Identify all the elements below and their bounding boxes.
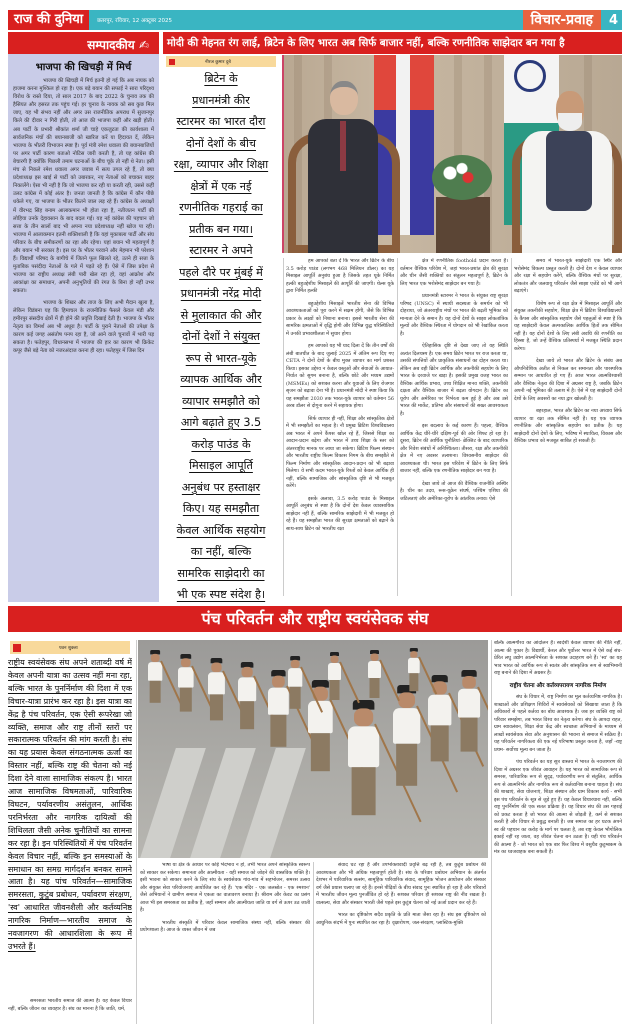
pull-quote-line — [163, 90, 279, 112]
article-paragraph: बहरहाल, भारत और ब्रिटेन का नया अध्याय सिर्फ व्यापार या रक्षा तक सीमित नहीं है। यह एक व्यापक रणनीतिक और सांस्कृतिक सहयोग का प्रतीक है। यह साझेदारी दोनों देशों के लिए, भविष्य में स्थायित्व, विकास और वैश्विक प्रभाव को मजबूत साबित हो सकती है। — [514, 408, 622, 444]
pull-quote-text: पहले दौरे पर मुंबई में — [179, 265, 263, 279]
pull-quote-text: केवल आर्थिक सहयोग — [176, 523, 266, 537]
pull-quote-text: रूप से भारत-यूके — [185, 351, 257, 365]
pull-quote-text: का नहीं, बल्कि — [190, 545, 252, 558]
pull-quote-line — [163, 197, 279, 219]
article-paragraph: बल्कि आत्मगौरव का आंदोलन है। स्वदेशी केवल व्यापार की नीति नहीं, आत्मा की पुकार है। विद्यार्थी, केरल और पूर्वोत्तर भारत में ऐसे कई संघ-प्रेरित लघु उद्योग आत्मनिर्भरता के सशक्त उदाहरण बने हैं। 'स्व' का यह भाव भारत को आर्थिक रूप से स्वतंत्र और सांस्कृतिक रूप से स्वाभिमानी राष्ट्र बनाने की दिशा में अग्रसर है। — [494, 640, 622, 676]
pull-quote-text: भी एक स्पष्ट संदेश है। — [176, 588, 266, 601]
byline-marker-icon — [13, 644, 21, 652]
pull-quote-line — [163, 412, 279, 434]
lead-column-2 — [400, 258, 508, 596]
photo-starmer-modi-meeting — [282, 55, 622, 253]
article-paragraph: भारतीय संस्कृति में परिवार केवल सामाजिक संस्था नहीं, बल्कि संस्कार की प्रयोगशाला है। आज के व्यस्त जीवन में जब — [140, 919, 310, 933]
pull-quote-line — [163, 455, 279, 477]
column-rule — [511, 258, 512, 596]
pull-quote-text: दोनों देशों ने संयुक्त — [182, 330, 260, 343]
byline-author: पवन शुक्ला — [59, 645, 78, 651]
lead-pull-quote — [163, 68, 279, 606]
editorial-section-label — [8, 32, 159, 54]
article-paragraph: देखा जाये तो आज की वैश्विक राजनीति अस्थिर है। चीन का उदय, रूस-यूक्रेन संघर्ष, पश्चिम एशिया की जटिलताएं और अमेरिका-यूरोप के आंतरिक तनाव। ऐसे — [400, 480, 508, 502]
article-paragraph: क्षेत्र में रणनीतिक foothold प्रदान करता है। वर्तमान वैश्विक परिवेश में, जहां भारत-प्रशांत क्षेत्र की सुरक्षा और चीन जैसी शक्तियों का संतुलन महत्वपूर्ण है, ब्रिटेन के लिए भारत एक भरोसेमंद साझेदार बन गया है। — [400, 258, 508, 287]
newspaper-brand: राज की दुनिया — [8, 10, 89, 30]
pen-icon: ✍ — [138, 38, 149, 52]
article-paragraph: भाषा या क्षेत्र के आधार पर कोई भेदभाव न हो, तभी भारत अपने सांस्कृतिक स्वरूप को साकार कर सकेगा। समानता और आत्मीयता - यही समाज को जोड़ने की वास्तविक शक्ति है। इसी भावना को साकार करने के लिए संघ के स्वयंसेवक गांव-गांव में सहभोजन, समरस उत्सव और संयुक्त सेवा परियोजनाएं आयोजित कर रहे हैं। 'एक मंदिर - एक जलस्रोत - एक श्मशान' जैसे अभियानों ने ग्रामीण समाज में एकता का वातावरण बनाया है। श्रीराम और केवट का प्रसंग आज भी इस समरसता का प्रतीक है, जहाँ सम्मान और आत्मीयता जाति या वर्ग से ऊपर उठ जाती है। — [140, 862, 310, 913]
pull-quote-line — [163, 262, 279, 284]
article-paragraph: बहुउद्देशीय मिसाइलें भारतीय सेना की विभिन्न आवश्यकताओं को पूरा करने में सक्षम होंगी, जैसे कि विभिन्न प्रकार के लक्ष्यों को निशाना बनाना। इससे भारतीय सेना की सामरिक क्षमताओं में वृद्धि होगी और विभिन्न युद्ध परिस्थितियों में उनकी प्रभावशीलता में सुधार होगा। — [286, 300, 394, 337]
second-byline — [10, 641, 130, 654]
second-pull-quote — [8, 657, 132, 997]
pull-quote-line — [163, 348, 279, 370]
second-column-1 — [8, 998, 132, 1024]
article-paragraph: देखा जाये तो भारत और ब्रिटेन के संबंध अब औपनिवेशिक अतीत से निकल कर समानता और पारस्परिक सम्मान पर आधारित हो गए हैं। आज भारत आत्मविश्वासी और वैश्विक नेतृत्व की दिशा में अग्रसर राष्ट्र है, जबकि ब्रिटेन अपनी नई भूमिका की तलाश में है। ऐसे में यह साझेदारी दोनों देशों के लिए अवसरों का नया द्वार खोलती है। — [514, 358, 622, 402]
lead-byline — [166, 56, 276, 67]
pull-quote-line — [163, 133, 279, 155]
pull-quote-line — [163, 477, 279, 499]
article-paragraph: हम आपको यह भी याद दिला दें कि तीन वर्षों की लंबी बातचीत के बाद जुलाई 2025 में अंतिम रूप दिए गए CETA ने दोनों देशों के बीच मुक्त व्यापार का मार्ग प्रशस्त किया। इसका उद्देश्य न केवल वस्तुओं और सेवाओं के आयात-निर्यात को सुगम बनाना है, बल्कि छोटे और मध्यम उद्यमों (MSMEs) को सशक्त करना और युवाओं के लिए रोजगार सृजन को बढ़ावा देना भी है। प्रधानमंत्री मोदी ने स्पष्ट किया कि यह समझौता 2030 तक भारत-यूके व्यापार को वर्तमान 56 अरब डॉलर से दोगुना करने में सहायक होगा। — [286, 343, 394, 409]
pull-quote-text: अनुबंध पर हस्ताक्षर — [181, 480, 261, 494]
pull-quote-text: क्षेत्रों में एक नई — [190, 179, 252, 193]
column-rule — [283, 258, 284, 596]
editorial-section-text: सम्पादकीय — [87, 38, 135, 52]
article-paragraph: पंच परिवर्तन का यह सूत्र वास्तव में भारत के नवजागरण की दिशा में अग्रसर एक जीवंत आवाहन है। यह भारत को सामाजिक रूप से समरस, पारिवारिक रूप से सुदृढ़, पर्यावरणीय रूप से संतुलित, आर्थिक रूप से आत्मनिर्भर और नागरिक रूप से कर्तव्यनिष्ठ बनाना चाहता है। संघ की शाखाएं, सेवा योजनाएं, शिक्षा संस्थान और ग्राम विकास कार्य - सभी इस पंच परिवर्तन के सूत्र से जुड़े हुए हैं। यह केवल विचारधारा नहीं, बल्कि राष्ट्र पुनर्निर्माण की एक सतत प्रक्रिया है। यह विचार संघ की उस गहराई को प्रकट करता है जो भारत की आत्मा से जोड़ती है, कर्म से सशक्त करती है और विचार से प्रबुद्ध बनाती है। जब समाज का हर घटक अपने स्व की पहचान का करोड़ के मार्ग पर चलता है, तब राष्ट्र केवल भौगोलिक इकाई नहीं रह जाता, वह जीवंत चेतना बन उठता है। यही पंच परिवर्तन की आत्मा है - जो भारत को एक बार फिर विश्व में वसुधैव कुटुम्बकम के मंत्र का ध्वजवाहक बना सकती है। — [494, 759, 622, 855]
editorial-column — [8, 32, 159, 602]
lathi-stick — [339, 662, 360, 704]
column-rule — [491, 640, 492, 1024]
byline-marker-icon — [169, 59, 175, 65]
masthead — [8, 10, 622, 30]
pull-quote-text: ब्रिटेन के — [204, 72, 238, 85]
pull-quote-text: राष्ट्रीय स्वयंसेवक संघ अपने शताब्दी वर्ष में केवल अपनी यात्रा का उत्सव नहीं मना रहा, बल्कि भारत के पुनर्निर्माण की दिशा में एक विचार-यात्रा प्रारंभ कर रहा है। इस यात्रा का केंद्र है पंच परिवर्तन, एक ऐसी रूपरेखा जो व्यक्ति, समाज और राष्ट्र तीनों स्तरों पर सकारात्मक परिवर्तन की मांग करती है। संघ का यह प्रयास केवल संगठनात्मक ऊर्जा का विस्तार नहीं, बल्कि राष्ट्र की चेतना को नई दिशा देने वाला सामाजिक संकल्प है। भारत आज सामाजिक विषमताओं, पारिवारिक विघटन, पर्यावरणीय असंतुलन, आर्थिक परनिर्भरता और नागरिक दायित्वों की शिथिलता जैसी अनेक चुनौतियों का सामना कर रहा है। इन परिस्थितियों में पंच परिवर्तन केवल विचार नहीं, बल्कि इन समस्याओं के समाधान का समग्र मार्गदर्शन बनकर सामने आता है। यह पांच परिवर्तन—सामाजिक समरसता, कुटुंब प्रबोधन, पर्यावरण संरक्षण, 'स्व' आधारित जीवनशैली और कर्तव्यनिष्ठ नागरिक निर्माण—भारतीय समाज के नवजागरण की आधारशिला के रूप में उभरते हैं। — [8, 658, 132, 951]
article-paragraph: प्रधानमंत्री स्टारमर ने भारत के संयुक्त राष्ट्र सुरक्षा परिषद (UNSC) में स्थायी सदस्यता के समर्थन को भी दोहराया, जो अंतरराष्ट्रीय मंचों पर भारत की बढ़ती भूमिका को मान्यता देने के समान है। यह दोनों देशों के साझा लोकतांत्रिक मूल्यों और वैश्विक स्थिरता में योगदान को भी रेखांकित करता है। — [400, 293, 508, 337]
pull-quote-line — [163, 283, 279, 305]
pull-quote-line — [163, 563, 279, 585]
pull-quote-line — [163, 176, 279, 198]
second-subhead: राष्ट्रीय चेतना और कर्तव्यपरायण नागरिक निर्माण — [509, 682, 607, 689]
article-paragraph: ऐतिहासिक दृष्टि से देखा जाए तो यह स्थिति अत्यंत दिलचस्प है। एक समय ब्रिटेन भारत पर राज करता था, उसकी संपत्तियों और प्राकृतिक संसाधनों का दोहन करता था। लेकिन अब वही ब्रिटेन आर्थिक और तकनीकी सहयोग के लिए भारत के दरवाजे पर खड़ा है। इसकी प्रमुख वजह भारत का वैश्विक आर्थिक प्रभाव, उच्च शिक्षित मानव शक्ति, तकनीकी दक्षता और वैश्विक बाजार में बढ़ता योगदान है। ब्रिटेन का यूरोप और अमेरिका पर निर्भरता कम हुई है और अब उसे भारत की मार्केट, प्रतिभा और संसाधनों की सख्त आवश्यकता है। — [400, 343, 508, 417]
second-column-2 — [140, 862, 310, 1024]
column-rule — [397, 258, 398, 596]
article-paragraph: समरसता भारतीय समाज की आत्मा है। यह केवल विचार नहीं, बल्कि जीवन का व्यवहार है। संघ का मानना है कि जाति, धर्म, — [8, 998, 132, 1012]
pull-quote-text: प्रधानमंत्री कीर — [192, 93, 250, 107]
column-rule — [313, 862, 314, 1024]
article-paragraph: संघ के विचार में, राष्ट्र निर्माण का मूल कर्तव्यनिष्ठ नागरिक है। शाखाओं और प्रशिक्षण शिविरों में स्वयंसेवकों को सिखाया जाता है कि अधिकारों से पहले कर्तव्य का बोध आवश्यक है। जब हर व्यक्ति राष्ट्र को परिवार समझेगा, तब भारत विश्व का नेतृत्व करेगा। संघ के आपदा राहत, ग्राम स्वावलंबन, शिक्षा सेवा केंद्र और स्वच्छता अभियानों के माध्यम से लाखों स्वयंसेवक सेवा और अनुशासन की भावना से समाज में सक्रिय हैं। यह परिवर्तन नागरिकता की एक नई परिभाषा प्रस्तुत करता है, जहाँ -राष्ट्र प्रथम- सर्वोच्च मूल्य बन जाता है। — [494, 694, 622, 753]
pull-quote-text: से मुलाकात की और — [180, 308, 262, 322]
pull-quote-text: व्यापक आर्थिक और — [180, 373, 262, 386]
editorial-paragraph: भाजपा के शिखर और ताज के लिए अभी मैदान खुला है, लेकिन विडंबना यह कि हिमाचल के राजनीतिक फैसले केवल मंडी और हमीरपुर संसदीय क्षेत्रों में ही होने की प्रवृत्ति दिखाई देती है। भाजपा के भीतर नेतृत्व का विमर्श अब भी अधूरा है। पार्टी के पुराने नेताओं की उपेक्षा के कारण कई जगह असंतोष पनप रहा है, जो आने वाले चुनावों में भारी पड़ सकता है। फतेहपुर, विधानसभा में भाजपा की हार का कारण भी क्रिकेट कपूर जैसे बड़े नेता को नजरअंदाज करना ही रहा। फतेहपुर में जिस दिन — [13, 299, 154, 355]
pull-quote-text: प्रधानमंत्री नरेंद्र मोदी — [180, 287, 262, 300]
pull-quote-text: रक्षा, व्यापार और शिक्षा — [173, 158, 269, 171]
article-paragraph: सिर्फ व्यापार ही नहीं, शिक्षा और सांस्कृतिक क्षेत्रों में भी समझौतों का महत्व है। नौ प्रमुख ब्रिटिश विश्वविद्यालय अब भारत में अपने कैंपस खोल रहे हैं, जिससे शिक्षा का आदान-प्रदान बढ़ेगा और भारत में उच्च शिक्षा के स्तर को अंतरराष्ट्रीय मानक पर लाया जा सकेगा। ब्रिटिश फिल्म संस्थान और भारतीय राष्ट्रीय फिल्म विकास निगम के बीच समझौते से फिल्म निर्माण और सांस्कृतिक आदान-प्रदान को भी बढ़ावा मिलेगा। ये सभी कदम भारत-यूके रिश्तों को केवल आर्थिक ही नहीं, बल्कि सामाजिक और सांस्कृतिक दृष्टि से भी मजबूत करेंगे। — [286, 415, 394, 489]
pull-quote-line — [163, 434, 279, 456]
column-rule — [136, 640, 137, 1024]
pull-quote-line — [163, 584, 279, 606]
dateline: छतरपुर, रविवार, 12 अक्टूबर 2025 — [97, 18, 173, 24]
pull-quote-line — [163, 369, 279, 391]
lead-column-1 — [286, 258, 394, 596]
article-paragraph: इस बदलाव के कई कारण हैं। पहला, वैश्विक आर्थिक केंद्र धीरे-धीरे दक्षिण-पूर्व की ओर शिफ्ट हो रहा है। दूसरा, ब्रिटेन की आर्थिक चुनौतियां- ब्रेक्जिट के बाद व्यापारिक और निवेश संबंधों में अनिश्चितता। तीसरा, रक्षा और तकनीकी क्षेत्र में नए अवसर तलाशना। विश्वसनीय साझेदार की आवश्यकता थी। भारत इस परिवेश में ब्रिटेन के लिए सिर्फ बाजार नहीं, बल्कि एक रणनीतिक साझेदार बन गया है। — [400, 423, 508, 474]
article-paragraph: हम आपको बता दें कि भारत और ब्रिटेन के बीच 3.5 करोड़ पाउंड (लगभग 468 मिलियन डॉलर) का यह मिसाइल आपूर्ति अनुबंध हुआ है जिसके तहत यूके निर्मित हल्की बहुउद्देशीय मिसाइलें की आपूर्ति की जाएगी। थेल्स यूके द्वारा निर्मित हल्की — [286, 258, 394, 294]
article-paragraph: विशेष रूप से रक्षा क्षेत्र में मिसाइल आपूर्ति और संयुक्त तकनीकी सहयोग, शिक्षा क्षेत्र में ब्रिटिश विश्वविद्यालयों के कैंपस और सांस्कृतिक सहयोग जैसे पहलुओं से स्पष्ट है कि यह साझेदारी केवल अल्पकालिक आर्थिक हितों तक सीमित नहीं है। यह दोनों देशों के लिए लंबी अवधि की रणनीति का हिस्सा है, जो उन्हें वैश्विक प्रतिस्पर्धा में मजबूत स्थिति प्रदान करेगा। — [514, 300, 622, 352]
editorial-paragraph: भाजपा की खिचड़ी में मिर्च इतनी हो गई कि अब नायक को हाजमा करना मुश्किल हो रहा है। एक बड़े बयान की सफाई ने सारा परिदृश्य विरोध के रास्ते दिया, तो साल 2017 के बाद 2022 के चुनाव तक की हैसियत और हसरत तक पहुंच गई। हर चुनाव के नायक को सब कुछ मिल जाए, यह भी संभव नहीं और अगर उस राजनीतिक अपराध में सुजानपुर किले की दीवार न गिरी होती, तो आज की भाजपा कहीं और खड़ी होती। अब पार्टी के प्रभारी श्रीकांत शर्मा जी चाहे एकजुटता की कार्यशाला में सार्वजनिक मंचों की बयानबाजी को खारिज करें या हिदायत दें, लेकिन भाजपा के भीतरी विभाजन स्पष्ट है। पूर्व मंत्री रमेश धवाला की बयानबाजियों पर अगर पार्टी कारण बताओ नोटिस जारी करती है, तो यह कांग्रेस की बेचारगी है क्योंकि पिछली तमाम घटनाओं के बीच चूके तो नहीं थे नेता। इसी मंच से निकले रमेश धवाला अगर जवाब में सत्य उगल रहे हैं, तो क्या प्रदेशाध्यक्ष इस खाई से पार्टी को उबारकर, नए नेताओं को बचाकर बाहर निकालेंगे। ऐसा भी नहीं है कि जो भाजपा कर रही या करती रही, उससे कहीं उलट कांग्रेस में कोई अंतर है। जनता जानती है कि कांग्रेस में कौन पीछे धकेले गए, या भाजपा के भीतर कितने जाल लड़ रहे हैं। कांग्रेस के अध्यक्षों में वीरभद्र सिंह बनाम आलाकमान भी होता रहा है, नतीजतन पार्टी की लोहिया उनके देहावसान के बाद बदल गई। यह नई कांग्रेस की पहचान जो सत्ता के तीन सालों बाद भी अपना नया प्रदेशाध्यक्ष नहीं खोज पा रही। भाजपा में आलाकमान इतनी शक्तिशाली है कि यहां मुकाबला पार्टी और संघ परिवार के बीच समीकरणों का रहा और रहेगा। यहां बयान भी महत्वपूर्ण है और बयान भी सरकार है। इस घर के भीतर परवाने और मेहमान भी परेशान हैं। विद्यार्थी परिषद के बागीचे में जितने फूल खिलते रहे, उतने ही सत्ता के मुताबिक पसंदीदा नेताओं के गले में पड़ते रहे हैं। ऐसे में जिस प्रदेश से भाजपा का राष्ट्रीय अध्यक्ष लंबी पारी खेल रहा हो, वहां आक्रोश और आकांक्षा का समाधान, अपनी अनुभूतियों की रंगत के बिना हो नहीं उभर सकता। — [13, 78, 154, 295]
side-table — [436, 197, 490, 253]
article-paragraph: इसके अलावा, 3.5 करोड़ पाउंड के मिसाइल आपूर्ति अनुबंध से स्पष्ट है कि दोनों देश केवल व्यावसायिक साझेदार नहीं हैं, बल्कि सामरिक साझेदारी में भी मजबूत हो रहे हैं। यह समझौता भारत की सुरक्षा क्षमताओं को बढ़ाने के साथ-साथ ब्रिटेन को भारतीय रक्षा — [286, 495, 394, 532]
person-starmer — [308, 81, 378, 253]
section-title: विचार-प्रवाह — [523, 10, 601, 30]
second-column-4 — [494, 640, 622, 1024]
pull-quote-text: दोनों देशों के बीच — [185, 136, 257, 150]
pull-quote-line — [163, 68, 279, 90]
pull-quote-text: मिसाइल आपूर्ति — [189, 459, 253, 472]
pull-quote-text: सामरिक साझेदारी का — [177, 566, 265, 580]
pull-quote-line — [163, 520, 279, 542]
pull-quote-line — [163, 219, 279, 241]
pull-quote-text: किए। यह समझौता — [182, 502, 260, 515]
page-number: 4 — [605, 13, 622, 28]
pull-quote-line — [163, 541, 279, 563]
lead-headline: मोदी की मेहनत रंग लाई, ब्रिटेन के लिए भारत अब सिर्फ बाजार नहीं, बल्कि रणनीतिक साझेदार बन गया है — [163, 32, 622, 54]
editorial-body — [8, 77, 159, 355]
byline-author: नीरज कुमार दुबे — [205, 59, 231, 65]
pull-quote-text: स्टारमर का भारत दौरा — [176, 115, 266, 128]
flower-arrangement — [432, 155, 492, 200]
person-modi — [522, 91, 612, 253]
pull-quote-line — [163, 391, 279, 413]
second-column-3 — [316, 862, 486, 1024]
pull-quote-line — [163, 154, 279, 176]
pull-quote-line — [163, 111, 279, 133]
pull-quote-text: करोड़ पाउंड के — [191, 437, 251, 451]
pull-quote-text: प्रतीक बन गया। — [189, 222, 253, 236]
pull-quote-line — [163, 240, 279, 262]
second-headline: पंच परिवर्तन और राष्ट्रीय स्वयंसेवक संघ — [8, 606, 622, 632]
article-paragraph: संवाद घट रहा है और उपभोक्तावादी प्रवृत्ति बढ़ रही है, तब कुटुंब प्रबोधन की आवश्यकता और भी अधिक महत्वपूर्ण होती है। संघ के परिवार प्रबोधन अभियान के अंतर्गत देशभर में पारिवारिक सत्संग, सामूहिक पारिवारिक संवाद, सामूहिक भोजन आयोजन और संस्कार वर्ग जैसे प्रयास चलाए जा रहे हैं। इनसे पीढ़ियों के बीच संवाद पुनः स्थापित हो रहा है और परिवारों में भारतीय जीवन मूल्य पुनर्जीवित हो रहे हैं। सशक्त परिवार ही सशक्त राष्ट्र की नींव रखता है। वात्सल्य, सेवा और संस्कार भारती जैसे पहले इस कुटुंब चेतना को नई ऊर्जा प्रदान कर रहे हैं। — [316, 862, 486, 906]
editorial-title: भाजपा की खिचड़ी में मिर्च — [35, 62, 132, 73]
pull-quote-text: व्यापार समझौते को — [182, 394, 260, 408]
article-paragraph: भारत का दृष्टिकोण सदैव प्रकृति के प्रति माता जैसा रहा है। संघ इस दृष्टिकोण को आधुनिक संदर्भ में पुनः स्थापित कर रहा है। वृक्षारोपण, जल-संरक्षण, प्लास्टिक-मुक्ति — [316, 912, 486, 926]
lead-column-3 — [514, 258, 622, 596]
pull-quote-line — [163, 498, 279, 520]
lathi-stick — [379, 660, 400, 702]
pull-quote-line — [163, 305, 279, 327]
pull-quote-text: आगे बढ़ाते हुए 3.5 — [180, 416, 262, 429]
photo-rss-march — [138, 640, 488, 858]
pull-quote-text: स्टारमर ने अपने — [189, 244, 253, 257]
article-paragraph: समय में भारत-यूके साझेदारी एक स्थिर और भरोसेमंद विकल्प प्रस्तुत करती है। दोनों देश न केवल व्यापार और रक्षा में सहयोग करेंगे, बल्कि वैश्विक मंचों पर सुरक्षा, लोकतंत्र और जलवायु परिवर्तन जैसे साझा एजेंडे को भी आगे बढ़ाएंगे। — [514, 258, 622, 294]
pull-quote-text: रणनीतिक गहराई का — [179, 201, 263, 214]
pull-quote-line — [163, 326, 279, 348]
